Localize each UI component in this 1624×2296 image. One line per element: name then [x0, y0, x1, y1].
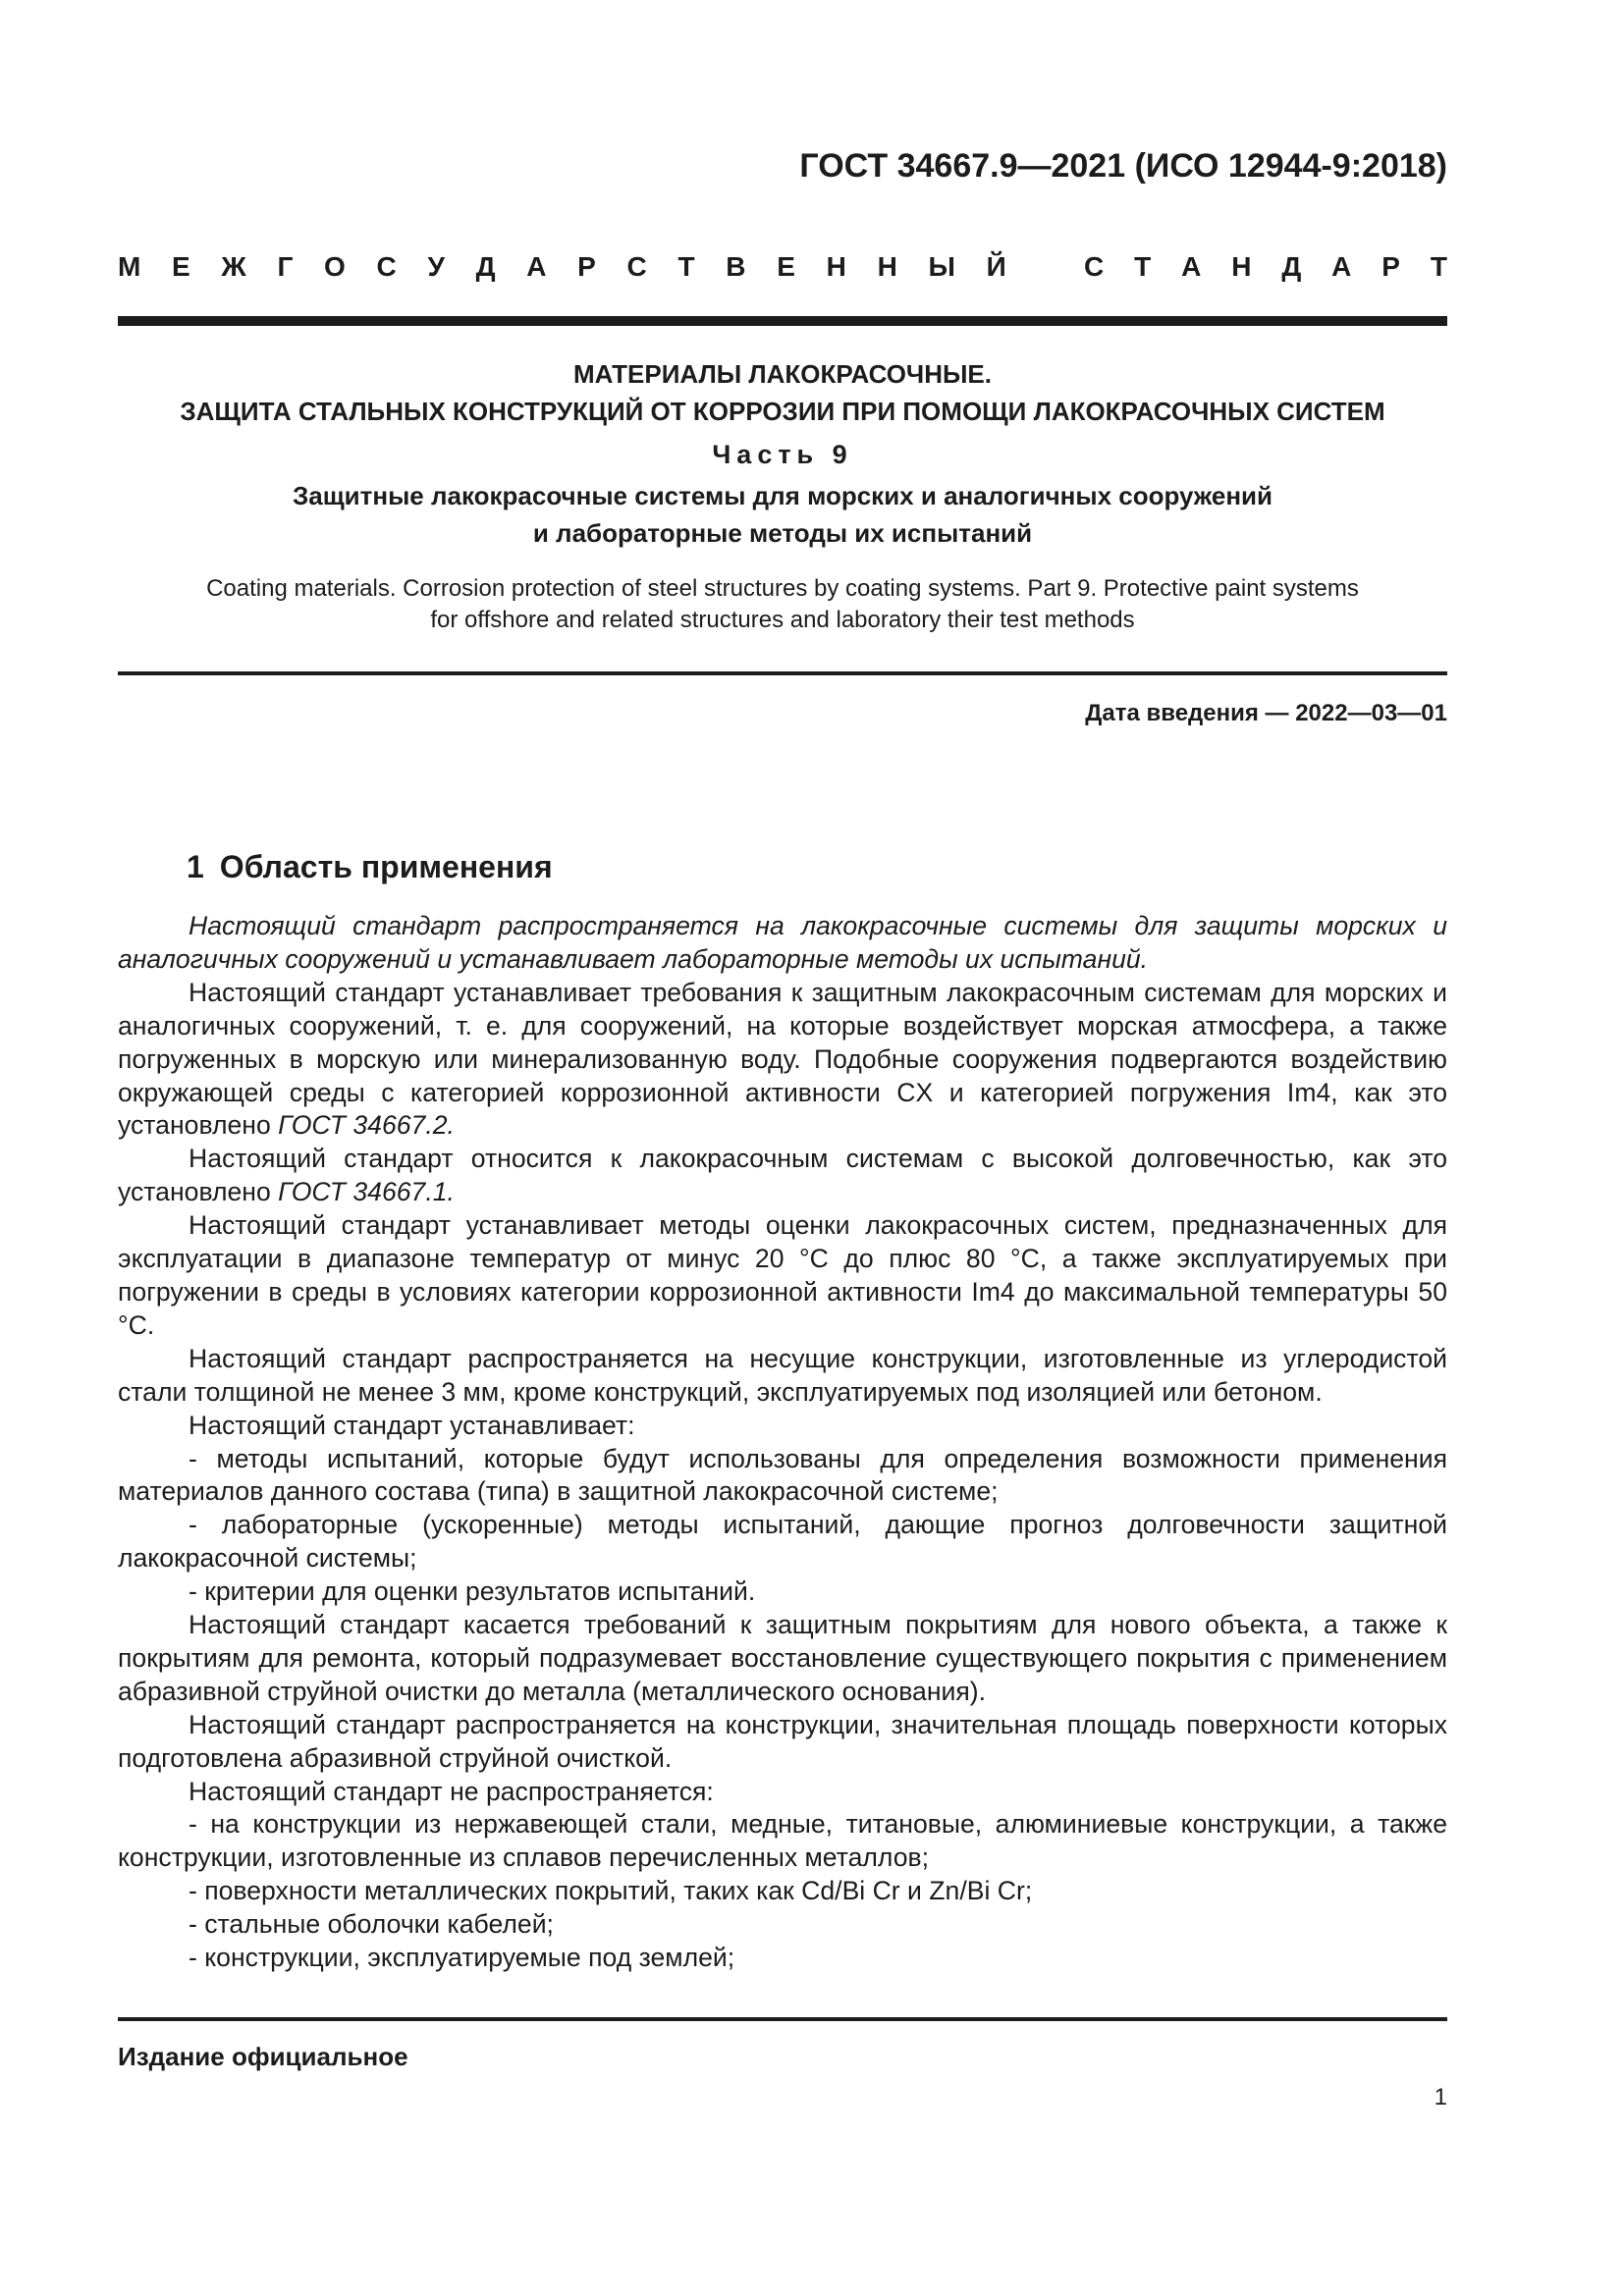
banner-letter: Е: [172, 251, 190, 282]
banner-letter: Т: [1430, 251, 1447, 282]
banner-letter: Д: [475, 251, 496, 282]
english-title-line-2: for offshore and related structures and laboratory their test methods: [430, 607, 1135, 633]
banner-letter: Р: [577, 251, 596, 282]
banner-word-interstate: [118, 251, 1006, 283]
header-thick-rule: [118, 316, 1447, 326]
banner-letter: М: [118, 251, 141, 282]
banner-letter: А: [1331, 251, 1352, 282]
list-item: - поверхности металлических покрытий, таких как Cd/Bi Cr и Zn/Bi Cr;: [189, 1876, 1033, 1906]
list-item: - стальные оболочки кабелей;: [189, 1909, 554, 1940]
section-title: Область применения: [219, 849, 553, 884]
paragraph-establishes: Настоящий стандарт устанавливает:: [189, 1410, 635, 1440]
banner-letter: С: [626, 251, 647, 282]
list-item: - критерии для оценки результатов испытаний.: [189, 1576, 756, 1607]
banner-letter: Й: [986, 251, 1006, 282]
document-code: ГОСТ 34667.9—2021 (ИСО 12944-9:2018): [799, 147, 1447, 185]
banner-letter: Ы: [928, 251, 955, 282]
banner-letter: С: [1084, 251, 1105, 282]
standard-banner: [118, 251, 1447, 283]
banner-letter: Е: [777, 251, 795, 282]
paragraph-text: Настоящий стандарт относится к лакокрасочным системам с высокой долговечностью, как это установлено: [118, 1144, 1447, 1207]
english-title: [118, 573, 1447, 636]
banner-letter: Н: [826, 251, 846, 282]
official-edition-label: Издание официальное: [118, 2042, 408, 2071]
title-line-2: ЗАЩИТА СТАЛЬНЫХ КОНСТРУКЦИЙ ОТ КОРРОЗИИ ПРИ ПОМОЩИ ЛАКОКРАСОЧНЫХ СИСТЕМ: [180, 397, 1385, 426]
list-item: - методы испытаний, которые будут использованы для определения возможности применения материалов данного состава (типа) в защитной лакокрасочной системе;: [118, 1443, 1447, 1507]
paragraph-repair: Настоящий стандарт касается требований к защитным покрытиям для нового объекта, а также к покрытиям для ремонта, который подразумевает восстановление существующего покрытия с применением абразивной струйной очистки до металла (металлического основания).: [118, 1610, 1447, 1706]
title-line-1: МАТЕРИАЛЫ ЛАКОКРАСОЧНЫЕ.: [573, 359, 992, 389]
paragraph-scope-summary: Настоящий стандарт распространяется на лакокрасочные системы для защиты морских и аналогичных сооружений и устанавливает лабораторные методы их испытаний.: [118, 911, 1447, 974]
paragraph-text: Настоящий стандарт устанавливает требования к защитным лакокрасочным системам для морских и аналогичных сооружений, т. е. для сооружений, на которые воздействует морская атмосфера, а также погруженных в морскую или минерализованную воду. Подобные сооружения подвергаются воздействию окружающей среды с категорией коррозионной активности CX и категорией погружения Im4, как это установлено: [118, 977, 1447, 1141]
banner-letter: В: [726, 251, 746, 282]
list-item: - конструкции, эксплуатируемые под землей;: [189, 1943, 735, 1973]
banner-letter: Т: [677, 251, 695, 282]
banner-letter: Т: [1134, 251, 1152, 282]
reference-gost-34667-2: ГОСТ 34667.2.: [278, 1110, 455, 1141]
list-item: - на конструкции из нержавеющей стали, медные, титановые, алюминиевые конструкции, а также конструкции, изготовленные из сплавов перечисленных металлов;: [118, 1809, 1447, 1873]
introduction-date: Дата введения — 2022—03—01: [1085, 700, 1447, 726]
paragraph-requirements: [118, 977, 1447, 1144]
banner-letter: С: [376, 251, 397, 282]
footer-rule: [118, 2017, 1447, 2021]
paragraph-durability: [118, 1143, 1447, 1209]
banner-letter: Д: [1281, 251, 1302, 282]
paragraph-temperature-range: Настоящий стандарт устанавливает методы оценки лакокрасочных систем, предназначенных для эксплуатации в диапазоне температур от минус 20 °С до плюс 80 °С, а также эксплуатируемых при погружении в среды в условиях категории коррозионной активности Im4 до максимальной температуры 50 °С.: [118, 1210, 1447, 1340]
banner-letter: Н: [877, 251, 897, 282]
reference-gost-34667-1: ГОСТ 34667.1.: [278, 1177, 455, 1207]
paragraph-exclusions: Настоящий стандарт не распространяется:: [189, 1776, 714, 1806]
banner-letter: А: [526, 251, 547, 282]
page-number: 1: [1434, 2084, 1447, 2110]
banner-letter: Р: [1381, 251, 1400, 282]
paragraph-blast-cleaning: Настоящий стандарт распространяется на конструкции, значительная площадь поверхности которых подготовлена абразивной струйной очисткой.: [118, 1709, 1447, 1773]
title-divider-rule: [118, 671, 1447, 675]
banner-letter: Н: [1231, 251, 1252, 282]
banner-letter: Ж: [221, 251, 246, 282]
paragraph-load-bearing: Настоящий стандарт распространяется на несущие конструкции, изготовленные из углеродистой стали толщиной не менее 3 мм, кроме конструкций, эксплуатируемых под изоляцией или бетоном.: [118, 1343, 1447, 1407]
title-block: [118, 355, 1447, 430]
section-number: 1: [187, 849, 204, 884]
banner-letter: У: [427, 251, 445, 282]
subtitle: [118, 477, 1447, 552]
banner-letter: А: [1181, 251, 1202, 282]
section-body: [118, 910, 1447, 1975]
english-title-line-1: Coating materials. Corrosion protection of steel structures by coating systems. Part 9. Protective paint systems: [206, 575, 1359, 602]
banner-letter: О: [324, 251, 346, 282]
part-label: Часть 9: [712, 440, 853, 469]
banner-letter: Г: [277, 251, 294, 282]
subtitle-line-2: и лабораторные методы их испытаний: [532, 518, 1033, 548]
list-item: - лабораторные (ускоренные) методы испытаний, дающие прогноз долговечности защитной лакокрасочной системы;: [118, 1510, 1447, 1574]
subtitle-line-1: Защитные лакокрасочные системы для морских и аналогичных сооружений: [292, 481, 1273, 510]
section-heading: [187, 849, 553, 885]
banner-word-standard: [1084, 251, 1447, 283]
